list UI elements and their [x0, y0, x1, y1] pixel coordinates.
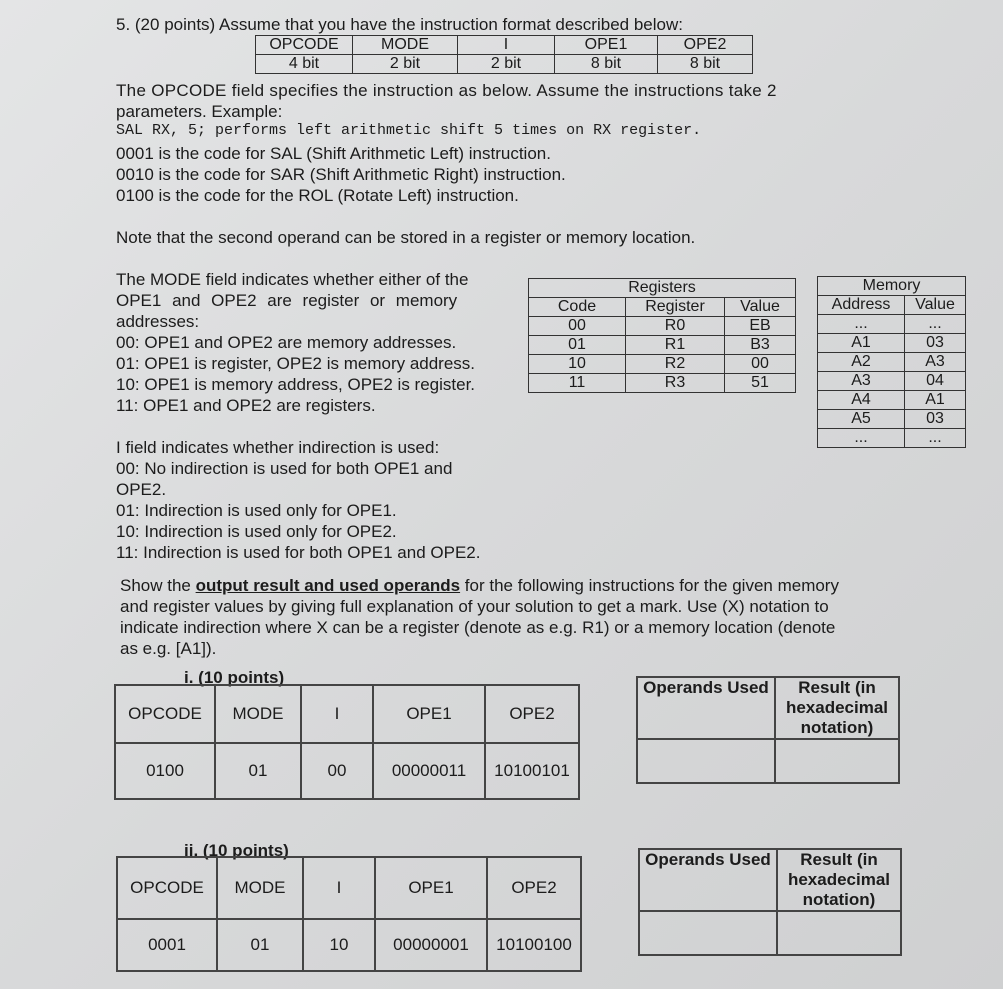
memory-address: A5 [818, 410, 905, 429]
format-field: OPE2 [658, 36, 753, 55]
format-size: 8 bit [658, 55, 753, 74]
answer-header: Operands Used [639, 849, 777, 911]
memory-header: Address [818, 296, 905, 315]
memory-title: Memory [818, 277, 966, 296]
registers-table [528, 278, 796, 393]
format-field: MODE [353, 36, 458, 55]
memory-address: A3 [818, 372, 905, 391]
part-header: OPE2 [485, 685, 579, 743]
part-i-table [114, 684, 580, 800]
table-row [818, 315, 966, 334]
memory-address: A1 [818, 334, 905, 353]
answer-header-row [639, 849, 901, 911]
format-size: 2 bit [458, 55, 555, 74]
format-field: I [458, 36, 555, 55]
i-line: OPE2. [116, 480, 167, 499]
table-row [818, 391, 966, 410]
show-post: for the following instructions for the given memory [460, 576, 839, 595]
part-value: 0100 [115, 743, 215, 799]
show-line3: indicate indirection where X can be a register (denote as e.g. R1) or a memory location (denote [120, 618, 836, 637]
part-value: 01 [217, 919, 303, 971]
memory-value: ... [905, 315, 966, 334]
part-value: 10 [303, 919, 375, 971]
part-header: OPCODE [115, 685, 215, 743]
part-header: OPCODE [117, 857, 217, 919]
registers-title-row [529, 279, 796, 298]
part-label: ii. (10 points) [184, 841, 289, 860]
part-label: i. (10 points) [184, 668, 285, 687]
mode-line: 01: OPE1 is register, OPE2 is memory address. [116, 354, 476, 373]
memory-value: A1 [905, 391, 966, 410]
table-row [818, 334, 966, 353]
i-line: I field indicates whether indirection is used: [116, 438, 440, 457]
format-size: 8 bit [555, 55, 658, 74]
format-size: 2 bit [353, 55, 458, 74]
i-line: 11: Indirection is used for both OPE1 and OPE2. [116, 543, 481, 562]
answer-header: Result (in hexadecimal notation) [777, 849, 901, 911]
memory-title-row [818, 277, 966, 296]
register-code: 00 [529, 317, 626, 336]
memory-value: 03 [905, 410, 966, 429]
result-cell[interactable] [777, 911, 901, 955]
memory-address: A2 [818, 353, 905, 372]
format-sizes-row [256, 55, 753, 74]
part-ii-table [116, 856, 582, 972]
answer-header-row [637, 677, 899, 739]
mode-line: 00: OPE1 and OPE2 are memory addresses. [116, 333, 457, 352]
table-row [818, 372, 966, 391]
part-header: I [301, 685, 373, 743]
format-field: OPCODE [256, 36, 353, 55]
register-value: 51 [725, 374, 796, 393]
code-line: 0010 is the code for SAR (Shift Arithmetic Right) instruction. [116, 165, 566, 184]
part-value: 10100101 [485, 743, 579, 799]
show-line1 [120, 575, 839, 596]
memory-value: ... [905, 429, 966, 448]
mode-line: 10: OPE1 is memory address, OPE2 is register. [116, 375, 476, 394]
answer-header: Result (in hexadecimal notation) [775, 677, 899, 739]
part-header: I [303, 857, 375, 919]
part-value: 00000011 [373, 743, 485, 799]
register-name: R1 [626, 336, 725, 355]
memory-value: A3 [905, 353, 966, 372]
format-fields-row [256, 36, 753, 55]
mode-line: 11: OPE1 and OPE2 are registers. [116, 396, 376, 415]
code-line: 0100 is the code for the ROL (Rotate Left) instruction. [116, 186, 519, 205]
register-code: 10 [529, 355, 626, 374]
register-name: R3 [626, 374, 725, 393]
opcode-intro-line2: parameters. Example: [116, 102, 283, 121]
instruction-format-table [255, 35, 753, 74]
registers-header-row [529, 298, 796, 317]
table-row [529, 374, 796, 393]
part-header: OPE2 [487, 857, 581, 919]
opcode-intro-line1: The OPCODE field specifies the instruction as below. Assume the instructions take 2 [116, 81, 777, 100]
i-line: 10: Indirection is used only for OPE2. [116, 522, 397, 541]
operands-used-cell[interactable] [639, 911, 777, 955]
part-i-answer-table [636, 676, 900, 784]
registers-title: Registers [529, 279, 796, 298]
memory-header-row [818, 296, 966, 315]
operands-used-cell[interactable] [637, 739, 775, 783]
show-pre: Show the [120, 576, 196, 595]
part-value: 10100100 [487, 919, 581, 971]
register-name: R2 [626, 355, 725, 374]
table-row [818, 410, 966, 429]
mode-line: The MODE field indicates whether either of the [116, 270, 469, 289]
mode-line: addresses: [116, 312, 200, 331]
memory-address: ... [818, 429, 905, 448]
register-code: 01 [529, 336, 626, 355]
memory-header: Value [905, 296, 966, 315]
registers-header: Register [626, 298, 725, 317]
table-row [529, 355, 796, 374]
table-row [529, 336, 796, 355]
memory-table [817, 276, 966, 448]
part-header-row [117, 857, 581, 919]
note-text: Note that the second operand can be stored in a register or memory location. [116, 228, 696, 247]
question-header: 5. (20 points) Assume that you have the instruction format described below: [116, 15, 683, 34]
memory-address: A4 [818, 391, 905, 410]
register-code: 11 [529, 374, 626, 393]
table-row [818, 353, 966, 372]
show-line4: as e.g. [A1]). [120, 639, 217, 658]
part-ii-answer-table [638, 848, 902, 956]
format-field: OPE1 [555, 36, 658, 55]
part-header: OPE1 [375, 857, 487, 919]
memory-value: 03 [905, 334, 966, 353]
show-underlined: output result and used operands [195, 576, 461, 595]
part-header: MODE [215, 685, 301, 743]
i-line: 01: Indirection is used only for OPE1. [116, 501, 397, 520]
part-header-row [115, 685, 579, 743]
i-line: 00: No indirection is used for both OPE1 and [116, 459, 453, 478]
register-value: EB [725, 317, 796, 336]
part-value: 00000001 [375, 919, 487, 971]
table-row [529, 317, 796, 336]
part-values-row [115, 743, 579, 799]
code-line: 0001 is the code for SAL (Shift Arithmetic Left) instruction. [116, 144, 551, 163]
part-header: OPE1 [373, 685, 485, 743]
result-cell[interactable] [775, 739, 899, 783]
register-value: 00 [725, 355, 796, 374]
part-values-row [117, 919, 581, 971]
part-value: 0001 [117, 919, 217, 971]
show-line2: and register values by giving full explanation of your solution to get a mark. Use (X) notation to [120, 597, 829, 616]
registers-header: Code [529, 298, 626, 317]
example-code: SAL RX, 5; performs left arithmetic shift 5 times on RX register. [116, 122, 702, 139]
answer-row [637, 739, 899, 783]
table-row [818, 429, 966, 448]
answer-row [639, 911, 901, 955]
memory-address: ... [818, 315, 905, 334]
register-value: B3 [725, 336, 796, 355]
registers-header: Value [725, 298, 796, 317]
memory-value: 04 [905, 372, 966, 391]
answer-header: Operands Used [637, 677, 775, 739]
part-header: MODE [217, 857, 303, 919]
mode-line: OPE1 and OPE2 are register or memory [116, 291, 458, 310]
register-name: R0 [626, 317, 725, 336]
format-size: 4 bit [256, 55, 353, 74]
part-value: 01 [215, 743, 301, 799]
part-value: 00 [301, 743, 373, 799]
